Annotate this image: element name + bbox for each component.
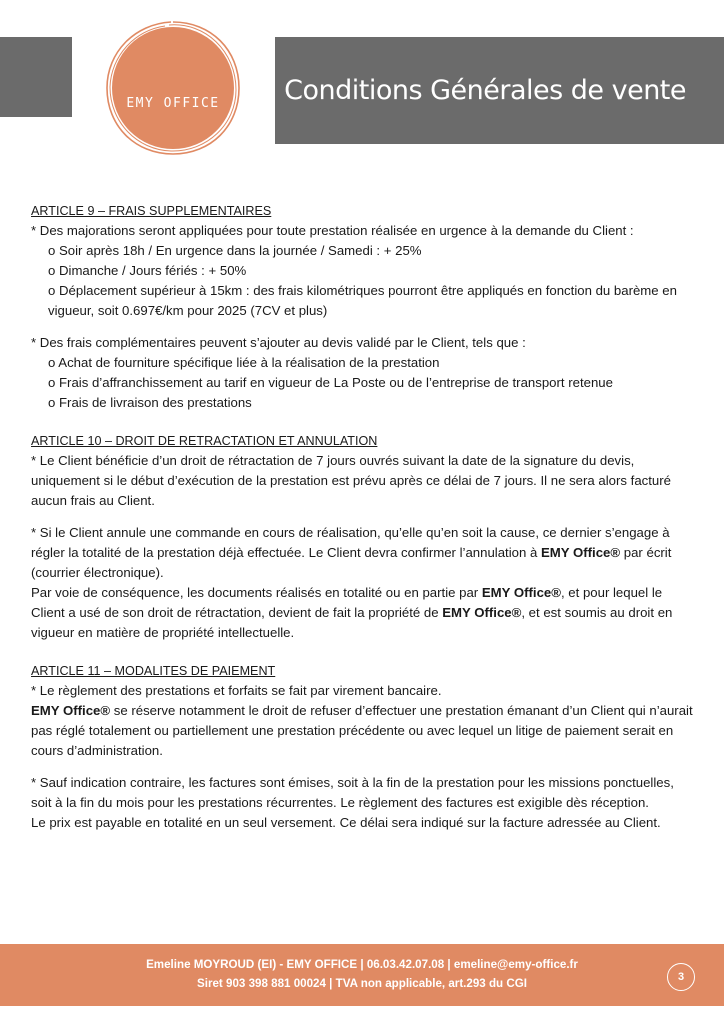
article-10-p3-a: Par voie de conséquence, les documents réalisés en totalité ou en partie par <box>31 585 482 600</box>
article-9-intro-2: * Des frais complémentaires peuvent s’ajouter au devis validé par le Client, tels que : <box>31 335 526 350</box>
document-body <box>31 201 697 833</box>
article-9-intro: * Des majorations seront appliquées pour toute prestation réalisée en urgence à la demande du Client : <box>31 223 634 238</box>
brand-name: EMY Office® <box>541 545 621 560</box>
article-11-p3: * Sauf indication contraire, les factures sont émises, soit à la fin de la prestation pour les missions ponctuelles, soit à la fin du mois pour les prestations récurrentes. Le règlement des factures est exigible dès réception. <box>31 775 674 810</box>
brand-name: EMY Office® <box>481 585 561 600</box>
list-item: o Frais d’affranchissement au tarif en vigueur de La Poste ou de l’entreprise de transport retenue <box>48 375 613 390</box>
footer-contact: Emeline MOYROUD (EI) - EMY OFFICE | 06.03.42.07.08 | emeline@emy-office.fr <box>146 958 578 971</box>
brand-name: EMY Office® <box>31 703 111 718</box>
article-10-p2 <box>31 523 697 583</box>
article-11-title: ARTICLE 11 – MODALITES DE PAIEMENT <box>31 664 276 678</box>
page-number: 3 <box>667 963 695 991</box>
article-10-p3 <box>31 583 697 643</box>
list-item: o Déplacement supérieur à 15km : des frais kilométriques pourront être appliqués en fonction du barème en vigueur, soit 0.697€/km pour 2025 (7CV et plus) <box>48 283 677 318</box>
article-9-title: ARTICLE 9 – FRAIS SUPPLEMENTAIRES <box>31 204 272 218</box>
list-item: o Frais de livraison des prestations <box>48 395 252 410</box>
article-10-title: ARTICLE 10 – DROIT DE RETRACTATION ET ANNULATION <box>31 434 378 448</box>
page-title: Conditions Générales de vente <box>284 75 686 106</box>
article-10-p2-end: par écrit (courrier électronique). <box>31 545 672 580</box>
article-10-p3-b: , et pour lequel le Client a usé de son droit de rétractation, devient de fait la propriété de <box>31 585 663 620</box>
footer <box>0 944 724 1006</box>
logo-text: EMY OFFICE <box>126 96 220 111</box>
header-band <box>275 37 724 144</box>
header-band-left <box>0 37 72 117</box>
article-11-p1: * Le règlement des prestations et forfaits se fait par virement bancaire. <box>31 683 442 698</box>
article-11-p4: Le prix est payable en totalité en un seul versement. Ce délai sera indiqué sur la facture adressée au Client. <box>31 815 661 830</box>
logo <box>99 14 247 162</box>
article-10-p1: * Le Client bénéficie d’un droit de rétractation de 7 jours ouvrés suivant la date de la signature du devis, uniquement si le début d’exécution de la prestation est prévu après ce délai de 7 jours. Il ne sera alors facturé aucun frais au Client. <box>31 453 671 508</box>
list-item: o Dimanche / Jours fériés : + 50% <box>48 263 247 278</box>
article-11-p2 <box>31 701 697 761</box>
article-10-p2-text: * Si le Client annule une commande en cours de réalisation, qu’elle qu’en soit la cause, ce dernier s’engage à régler la totalité de la prestation déjà effectuée. Le Client devra confirmer l’annulation à <box>31 525 670 560</box>
brand-name: EMY Office® <box>442 605 522 620</box>
list-item: o Achat de fourniture spécifique liée à la réalisation de la prestation <box>48 355 440 370</box>
article-11-p2-end: se réserve notamment le droit de refuser d’effectuer une prestation émanant d’un Client qui n’aurait pas réglé totalement ou partiellement une prestation précédente ou avec lequel un litige de paiement serait en cours d’administration. <box>31 703 693 758</box>
list-item: o Soir après 18h / En urgence dans la journée / Samedi : + 25% <box>48 243 422 258</box>
logo-circle-icon <box>99 14 247 162</box>
article-10-p3-c: , et est soumis au droit en vigueur en matière de propriété intellectuelle. <box>31 605 673 640</box>
footer-legal: Siret 903 398 881 00024 | TVA non applicable, art.293 du CGI <box>197 977 527 990</box>
